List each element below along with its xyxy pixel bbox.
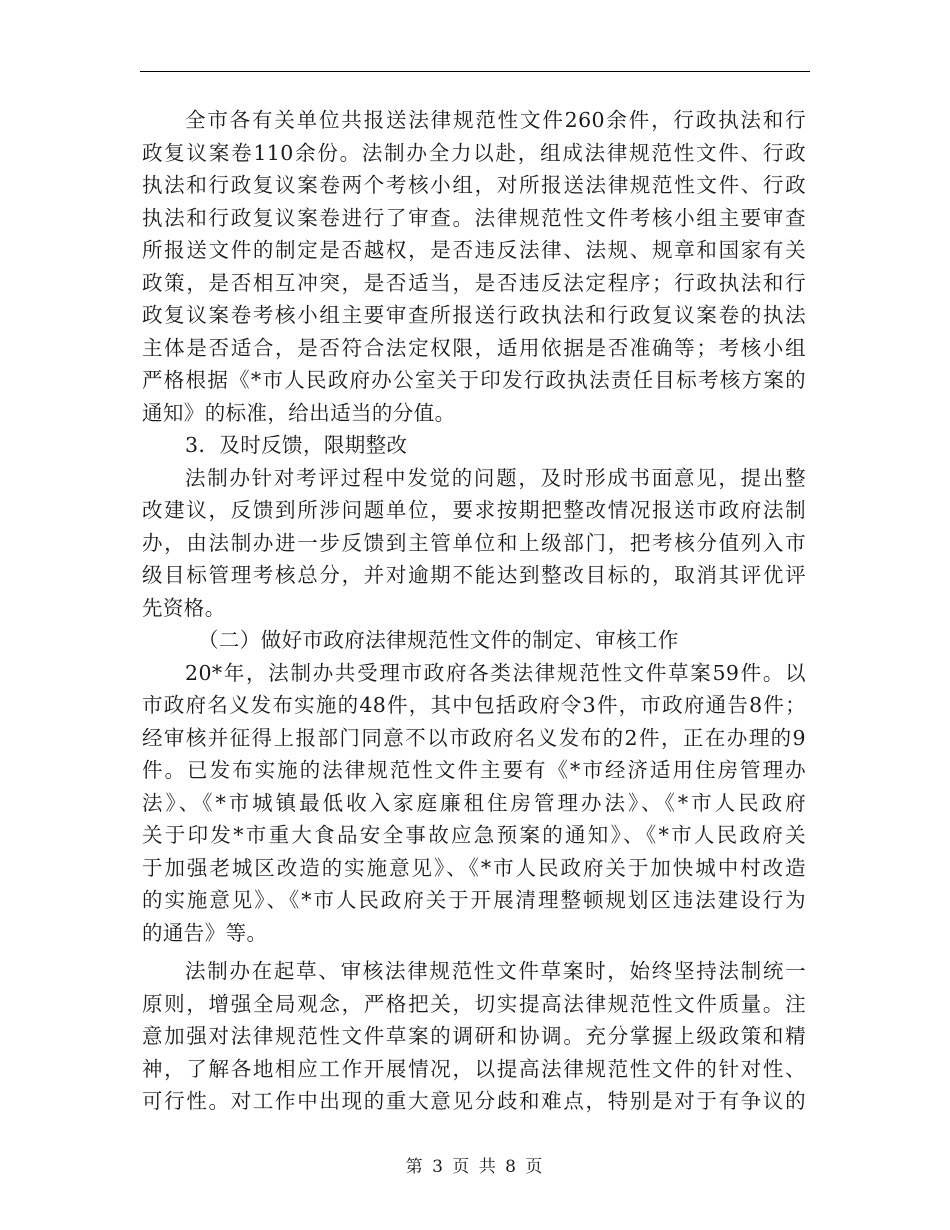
paragraph-line: 20*年，法制办共受理市政府各类法律规范性文件草案59件。以 (185, 660, 806, 685)
paragraph-line: 的通告》等。 (142, 920, 268, 945)
paragraph-line: 关于印发*市重大食品安全事故应急预案的通知》、《*市人民政府关 (142, 823, 806, 847)
paragraph-line: 意加强对法律规范性文件草案的调研和协调。充分掌握上级政策和精 (142, 1024, 806, 1048)
section-heading: （二）做好市政府法律规范性文件的制定、审核工作 (198, 628, 679, 652)
paragraph-line: 严格根据《*市人民政府办公室关于印发行政执法责任目标考核方案的 (142, 368, 806, 392)
paragraph-line: 政策，是否相互冲突，是否适当，是否违反法定程序；行政执法和行 (142, 270, 806, 295)
paragraph-line: 主体是否适合，是否符合法定权限，适用依据是否准确等；考核小组 (142, 335, 806, 360)
paragraph-line: 政复议案卷考核小组主要审查所报送行政执法和行政复议案卷的执法 (142, 303, 806, 327)
paragraph-line: 件。已发布实施的法律规范性文件主要有《*市经济适用住房管理办 (142, 758, 806, 782)
paragraph-line: 改建议，反馈到所涉问题单位，要求按期把整改情况报送市政府法制 (142, 498, 806, 522)
paragraph-line: 通知》的标准，给出适当的分值。 (142, 400, 456, 425)
paragraph-line: 法》、《*市城镇最低收入家庭廉租住房管理办法》、《*市人民政府 (142, 790, 806, 815)
paragraph-line: 市政府名义发布实施的48件，其中包括政府令3件，市政府通告8件； (142, 693, 806, 717)
paragraph-line: 可行性。对工作中出现的重大意见分歧和难点，特别是对于有争议的 (142, 1089, 806, 1113)
paragraph-line: 经审核并征得上报部门同意不以市政府名义发布的2件，正在办理的9 (142, 725, 806, 750)
paragraph-line: 级目标管理考核总分，并对逾期不能达到整改目标的，取消其评优评 (142, 563, 806, 587)
paragraph-line: 全市各有关单位共报送法律规范性文件260余件，行政执法和行 (185, 108, 806, 132)
document-body (142, 104, 806, 1118)
paragraph-line: 执法和行政复议案卷进行了审查。法律规范性文件考核小组主要审查 (142, 205, 806, 230)
paragraph-line: 办，由法制办进一步反馈到主管单位和上级部门，把考核分值列入市 (142, 530, 806, 555)
paragraph-line: 原则，增强全局观念，严格把关，切实提高法律规范性文件质量。注 (142, 991, 806, 1016)
paragraph-line: 政复议案卷110余份。法制办全力以赴，组成法律规范性文件、行政 (142, 140, 806, 165)
section-heading: 3．及时反馈，限期整改 (185, 433, 408, 457)
page-number: 第 3 页 共 8 页 (405, 1157, 545, 1177)
paragraph-line: 先资格。 (142, 595, 226, 620)
header-rule (140, 71, 810, 72)
paragraph-line: 法制办针对考评过程中发觉的问题，及时形成书面意见，提出整 (185, 465, 806, 490)
paragraph-line: 所报送文件的制定是否越权，是否违反法律、法规、规章和国家有关 (142, 238, 806, 262)
paragraph-line: 神，了解各地相应工作开展情况，以提高法律规范性文件的针对性、 (142, 1056, 806, 1081)
paragraph-line: 执法和行政复议案卷两个考核小组，对所报送法律规范性文件、行政 (142, 173, 806, 197)
paragraph-line: 的实施意见》、《*市人民政府关于开展清理整顿规划区违法建设行为 (142, 888, 806, 912)
paragraph-line: 法制办在起草、审核法律规范性文件草案时，始终坚持法制统一 (185, 959, 806, 983)
paragraph-line: 于加强老城区改造的实施意见》、《*市人民政府关于加快城中村改造 (142, 855, 806, 880)
